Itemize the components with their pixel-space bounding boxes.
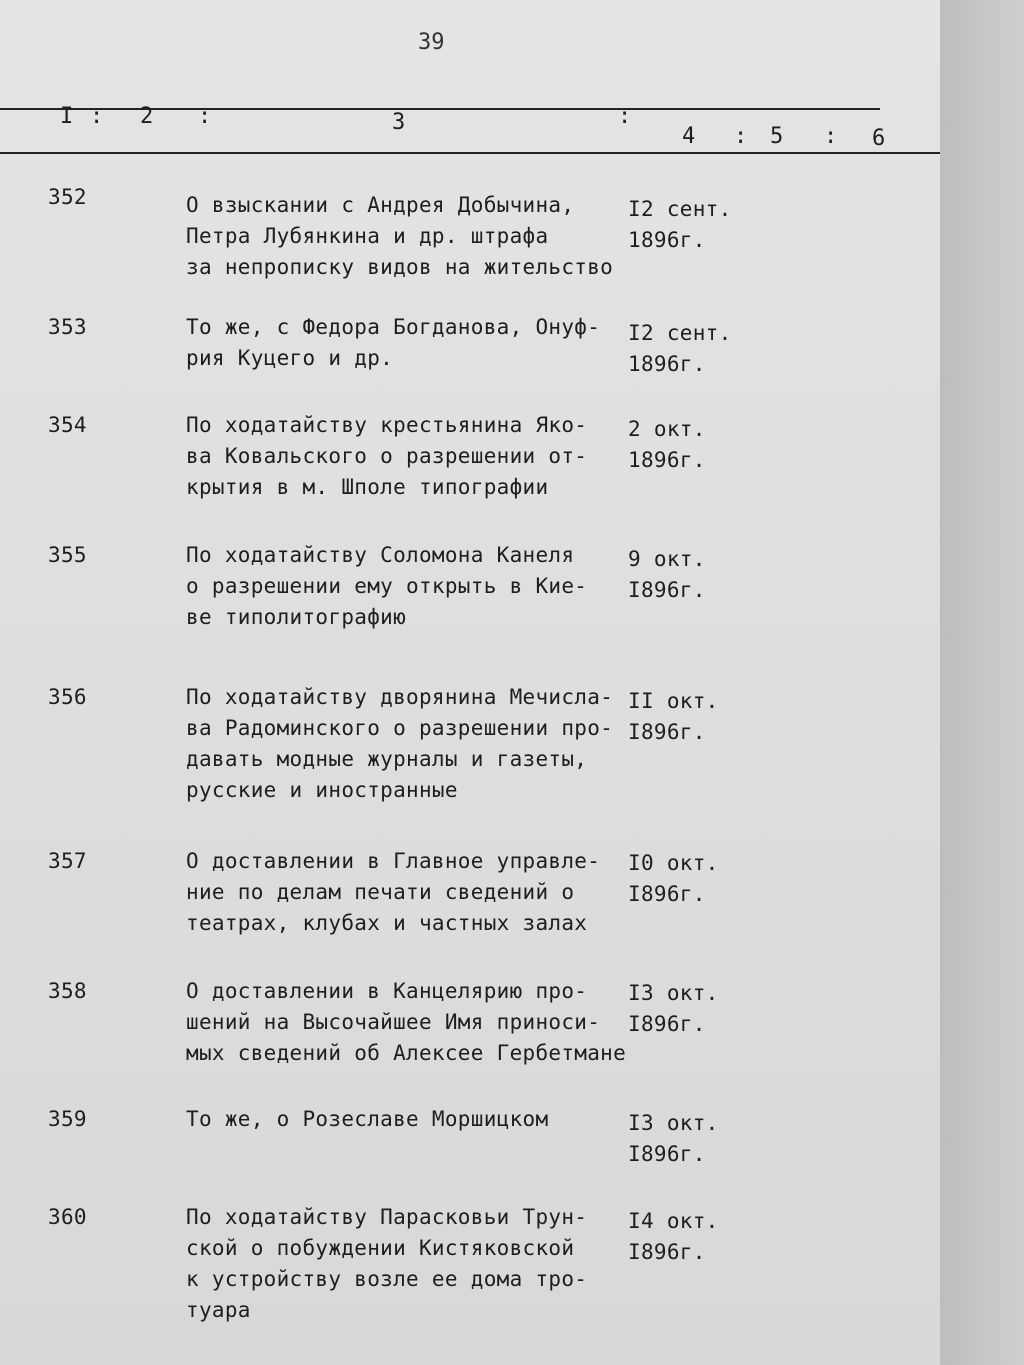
entry-description: То же, с Федора Богданова, Онуф- рия Куцего и др. <box>186 315 601 370</box>
column-header-3: 3 <box>392 110 406 135</box>
entry-description: По ходатайству крестьянина Яко- ва Ковальского о разрешении от- крытия в м. Шполе типографии <box>186 413 588 499</box>
entry-number: 355 <box>48 543 87 567</box>
entry-number: 356 <box>48 685 87 709</box>
column-header-6: 6 <box>872 126 886 151</box>
entry-description: По ходатайству дворянина Мечисла- ва Радоминского о разрешении про- давать модные журналы и газеты, русские и иностранные <box>186 685 614 802</box>
entry-date: II окт. I896г. <box>628 689 719 744</box>
entry-date: I3 окт. I896г. <box>628 1111 719 1166</box>
entry-date: I2 сент. 1896г. <box>628 197 732 252</box>
entry-number: 353 <box>48 315 87 339</box>
column-header-separator: : <box>618 104 632 129</box>
entry-description: По ходатайству Соломона Канеля о разрешении ему открыть в Кие- ве типолитографию <box>186 543 588 629</box>
entry-date: 9 окт. I896г. <box>628 547 706 602</box>
column-header-2: 2 <box>140 104 154 129</box>
entry-description: О доставлении в Главное управле- ние по делам печати сведений о театрах, клубах и частных залах <box>186 849 601 935</box>
entry-date: I2 сент. 1896г. <box>628 321 732 376</box>
entry-date: I4 окт. I896г. <box>628 1209 719 1264</box>
page-edge-shadow <box>940 0 1024 1365</box>
column-header-4: 4 <box>682 124 696 149</box>
entry-number: 354 <box>48 413 87 437</box>
entry-date: 2 окт. 1896г. <box>628 417 706 472</box>
column-header-separator: : <box>734 124 748 149</box>
entry-date: I0 окт. I896г. <box>628 851 719 906</box>
column-header-separator: : <box>90 104 104 129</box>
entry-number: 360 <box>48 1205 87 1229</box>
entry-number: 358 <box>48 979 87 1003</box>
column-header-row <box>0 104 940 151</box>
column-header-5: 5 <box>770 124 784 149</box>
header-rule-bottom <box>0 152 940 154</box>
column-header-separator: : <box>198 104 212 129</box>
entry-number: 359 <box>48 1107 87 1131</box>
page-number: 39 <box>418 30 445 55</box>
entry-number: 352 <box>48 185 87 209</box>
column-header-separator: : <box>824 124 838 149</box>
entry-description: То же, о Розеславе Моршицком <box>186 1107 549 1131</box>
column-header-1: I <box>60 104 74 129</box>
entry-description: О взыскании с Андрея Добычина, Петра Лубянкина и др. штрафа за непрописку видов на жительство <box>186 193 614 279</box>
entry-description: По ходатайству Парасковьи Трун- ской о побуждении Кистяковской к устройству возле ее дома тро- туара <box>186 1205 588 1322</box>
entry-number: 357 <box>48 849 87 873</box>
entry-description: О доставлении в Канцелярию про- шений на Высочайшее Имя приноси- мых сведений об Алексее Гербетмане <box>186 979 627 1065</box>
entry-date: I3 окт. I896г. <box>628 981 719 1036</box>
